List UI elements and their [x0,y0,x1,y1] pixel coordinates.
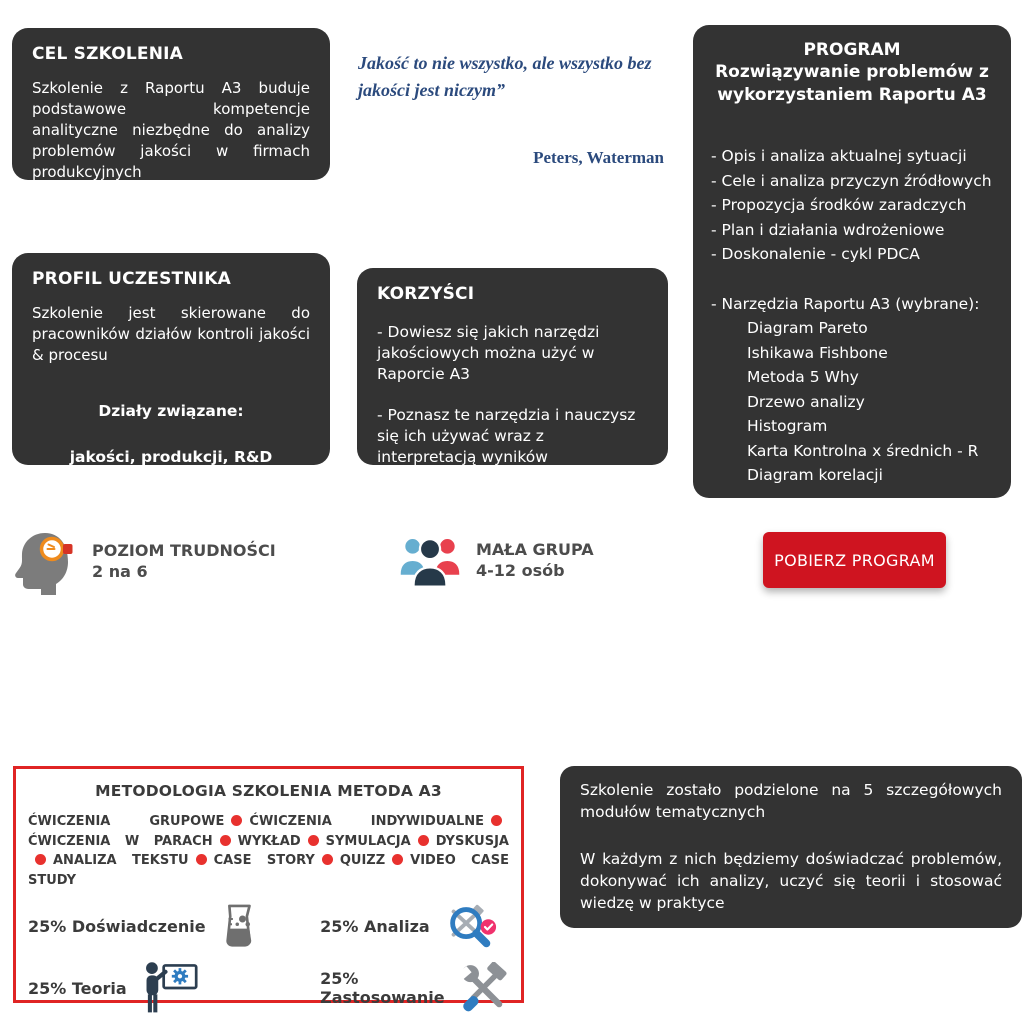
meth-item: DYSKUSJA [435,833,509,849]
download-program-button[interactable]: POBIERZ PROGRAM [763,532,946,588]
group-size-text [476,540,594,582]
quadrant-zastosowanie [302,960,509,1016]
group-size-label: MAŁA GRUPA [476,540,594,560]
quadrant-label: 25% Teoria [28,978,127,998]
magnifier-check-icon [442,902,498,950]
quadrant-label: 25% Analiza [320,916,430,936]
red-dot-separator [491,815,502,826]
tool-item: Karta Kontrolna x średnich - R [747,441,979,460]
program-tools [711,316,993,487]
modules-card [560,766,1022,928]
quadrant-teoria [28,960,302,1016]
profil-departments: jakości, produkcji, R&D [69,448,273,466]
korzysci-card [357,268,668,465]
red-dot-separator [418,835,429,846]
program-title-line2: Rozwiązywanie problemów z wykorzystaniem Raportu A3 [715,62,989,105]
meth-item: VIDEO CASE STUDY [28,853,509,888]
quadrant-label: 25% Zastosowanie [320,969,445,1007]
quote-block [358,50,664,168]
beaker-icon [218,902,260,950]
program-list [711,144,993,487]
quote-text: Jakość to nie wszystko, ale wszystko bez jakości jest niczym” [358,53,652,100]
meth-item: CASE STORY [213,853,315,868]
program-title-line1: PROGRAM [803,40,901,60]
meth-item: WYKŁAD [237,833,301,849]
red-dot-separator [392,854,403,865]
meth-item: ĆWICZENIA GRUPOWE [28,814,225,829]
tools-icon [457,962,509,1014]
prog-item: - Propozycja środków zaradczych [711,196,967,215]
presenter-board-icon [139,960,201,1016]
difficulty-badge [14,528,276,596]
red-dot-separator [322,854,333,865]
profil-body: Szkolenie jest skierowane do pracowników działów kontroli jakości & procesu [32,304,310,364]
quadrant-doswiadczenie [28,902,302,950]
tool-item: Metoda 5 Why [747,368,859,387]
program-card [693,25,1011,498]
head-bulb-icon [14,528,82,596]
quote-author: Peters, Waterman [533,148,664,167]
profil-title: PROFIL UCZESTNIKA [32,269,232,289]
red-dot-separator [231,815,242,826]
tool-item: Histogram [747,417,828,436]
program-tools-header: - Narzędzia Raportu A3 (wybrane): [711,294,980,313]
benefit-item: - Dowiesz się jakich narzędzi jakościowych można użyć w Raporcie A3 [377,323,600,383]
group-size-value: 4-12 osób [476,561,565,580]
program-title [711,39,993,106]
red-dot-separator [35,854,46,865]
red-dot-separator [220,835,231,846]
meth-item: ĆWICZENIA INDYWIDUALNE [249,814,485,829]
program-gap [711,267,993,292]
difficulty-value: 2 na 6 [92,562,148,581]
modules-paragraph: Szkolenie zostało podzielone na 5 szczegółowych modułów tematycznych [580,781,1002,821]
difficulty-label: POZIOM TRUDNOŚCI [92,541,276,561]
methodology-box [13,766,524,1007]
korzysci-title: KORZYŚCI [377,284,475,304]
tool-item: Drzewo analizy [747,392,865,411]
prog-item: - Plan i działania wdrożeniowe [711,220,945,239]
tool-item: Ishikawa Fishbone [747,343,888,362]
red-dot-separator [308,835,319,846]
quadrant-label: 25% Doświadczenie [28,916,206,936]
meth-item: ĆWICZENIA W PARACH [28,833,213,849]
methodology-quadrants [28,902,509,1016]
people-icon [398,532,462,590]
profil-subheading: Działy związane: [98,402,244,420]
group-size-badge [398,532,594,590]
prog-item: - Opis i analiza aktualnej sytuacji [711,147,967,166]
meth-item: SYMULACJA [325,833,411,849]
cel-title: CEL SZKOLENIA [32,44,184,64]
methodology-methods [28,812,509,890]
prog-item: - Doskonalenie - cykl PDCA [711,245,920,264]
modules-paragraph: W każdym z nich będziemy doświadczać problemów, dokonywać ich analizy, uczyć się teorii i stosować wiedzę w praktyce [580,850,1002,912]
cel-szkolenia-card [12,28,330,180]
difficulty-text [92,541,276,583]
tool-item: Diagram Pareto [747,319,868,338]
profil-uczestnika-card [12,253,330,465]
methodology-title: METODOLOGIA SZKOLENIA METODA A3 [95,782,442,800]
program-items [711,144,993,266]
red-dot-separator [196,854,207,865]
benefit-item: - Poznasz te narzędzia i nauczysz się ich używać wraz z interpretacją wyników [377,405,636,466]
cel-body: Szkolenie z Raportu A3 buduje podstawowe kompetencje analityczne niezbędne do analizy problemów jakości w firmach produkcyjnych [32,79,310,181]
meth-item: ANALIZA TEKSTU [53,853,189,868]
quadrant-analiza [302,902,509,950]
prog-item: - Cele i analiza przyczyn źródłowych [711,171,992,190]
tool-item: Diagram korelacji [747,466,883,485]
meth-item: QUIZZ [339,853,386,868]
